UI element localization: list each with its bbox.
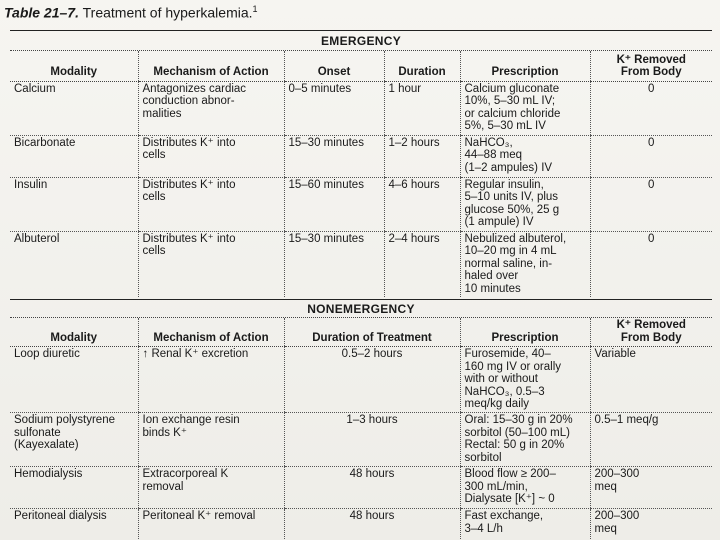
modality-cell: Calcium (10, 81, 138, 135)
table-title (4, 4, 258, 21)
mechanism-cell: Distributes K⁺ into cells (138, 231, 284, 297)
duration-cell: 4–6 hours (384, 177, 460, 231)
modality-cell: Bicarbonate (10, 135, 138, 177)
k-removed-cell: 200–300 meq (590, 467, 712, 509)
mechanism-cell: Extracorporeal K removal (138, 467, 284, 509)
table-caption: Treatment of hyperkalemia. (82, 4, 253, 21)
mechanism-cell: ↑ Renal K⁺ excretion (138, 347, 284, 413)
col-header-mechanism: Mechanism of Action (138, 318, 284, 347)
modality-cell: Sodium polystyrene sulfonate (Kayexalate) (10, 413, 138, 467)
onset-cell: 15–30 minutes (284, 231, 384, 297)
col-header-duration: Duration (384, 51, 460, 81)
k-removed-cell: 0 (590, 135, 712, 177)
table-row (10, 413, 712, 467)
col-header-prescription: Prescription (460, 318, 590, 347)
prescription-cell: Nebulized albuterol, 10–20 mg in 4 mL normal saline, in- haled over 10 minutes (460, 231, 590, 297)
title-footnote: 1 (252, 4, 258, 14)
prescription-cell: Regular insulin, 5–10 units IV, plus glucose 50%, 25 g (1 ampule) IV (460, 177, 590, 231)
mechanism-cell: Peritoneal K⁺ removal (138, 509, 284, 539)
k-removed-cell: Variable (590, 347, 712, 413)
prescription-cell: Calcium gluconate 10%, 5–30 mL IV; or calcium chloride 5%, 5–30 mL IV (460, 81, 590, 135)
onset-cell: 15–60 minutes (284, 177, 384, 231)
nonemergency-header-row (10, 318, 712, 347)
mechanism-cell: Distributes K⁺ into cells (138, 177, 284, 231)
emergency-header-row (10, 51, 712, 81)
onset-cell: 15–30 minutes (284, 135, 384, 177)
col-header-prescription: Prescription (460, 51, 590, 81)
col-header-k-removed: K⁺ Removed From Body (590, 51, 712, 81)
modality-cell: Albuterol (14, 232, 60, 245)
mechanism-cell: Antagonizes cardiac conduction abnor- malities (138, 81, 284, 135)
table-row (10, 509, 712, 539)
onset-cell: 0–5 minutes (284, 81, 384, 135)
prescription-cell: Blood flow ≥ 200– 300 mL/min, Dialysate [K⁺] ~ 0 (460, 467, 590, 509)
col-header-onset: Onset (284, 51, 384, 81)
k-removed-cell: 200–300 meq (590, 509, 712, 539)
modality-cell: Loop diuretic (10, 347, 138, 413)
k-removed-cell: 0 (590, 231, 712, 297)
mechanism-cell: Distributes K⁺ into cells (138, 135, 284, 177)
section-divider-rule (10, 299, 712, 300)
duration-cell: 1 hour (384, 81, 460, 135)
table-row (10, 467, 712, 509)
duration-of-treatment-cell: 0.5–2 hours (284, 347, 460, 413)
duration-of-treatment-cell: 48 hours (284, 509, 460, 539)
emergency-section-label: EMERGENCY (320, 34, 402, 48)
prescription-cell: Oral: 15–30 g in 20% sorbitol (50–100 mL) Rectal: 50 g in 20% sorbitol (460, 413, 590, 467)
col-header-k-removed: K⁺ Removed From Body (590, 318, 712, 347)
duration-of-treatment-cell: 1–3 hours (284, 413, 460, 467)
duration-cell: 1–2 hours (384, 135, 460, 177)
col-header-mechanism: Mechanism of Action (138, 51, 284, 81)
table-row (10, 81, 712, 135)
table-row (10, 231, 712, 297)
col-header-modality: Modality (10, 51, 138, 81)
nonemergency-table (10, 318, 712, 539)
duration-cell: 2–4 hours (384, 231, 460, 297)
table-number: Table 21–7. (4, 4, 79, 21)
prescription-cell: Furosemide, 40– 160 mg IV or orally with or without NaHCO₃, 0.5–3 meq/kg daily (460, 347, 590, 413)
k-removed-cell: 0.5–1 meq/g (590, 413, 712, 467)
duration-of-treatment-cell: 48 hours (284, 467, 460, 509)
mechanism-cell: Ion exchange resin binds K⁺ (138, 413, 284, 467)
prescription-cell: NaHCO₃, 44–88 meq (1–2 ampules) IV (460, 135, 590, 177)
emergency-table (10, 51, 712, 297)
k-removed-cell: 0 (590, 81, 712, 135)
nonemergency-section-label: NONEMERGENCY (307, 302, 415, 316)
top-rule (10, 30, 712, 31)
modality-cell: Peritoneal dialysis (14, 510, 107, 522)
col-header-duration-of-treatment: Duration of Treatment (284, 318, 460, 347)
table-row (10, 347, 712, 413)
prescription-cell: Fast exchange, 3–4 L/h (460, 509, 590, 539)
table-row (10, 177, 712, 231)
table-row (10, 135, 712, 177)
k-removed-cell: 0 (590, 177, 712, 231)
modality-cell: Insulin (10, 177, 138, 231)
col-header-modality: Modality (10, 318, 138, 347)
modality-cell: Hemodialysis (10, 467, 138, 509)
